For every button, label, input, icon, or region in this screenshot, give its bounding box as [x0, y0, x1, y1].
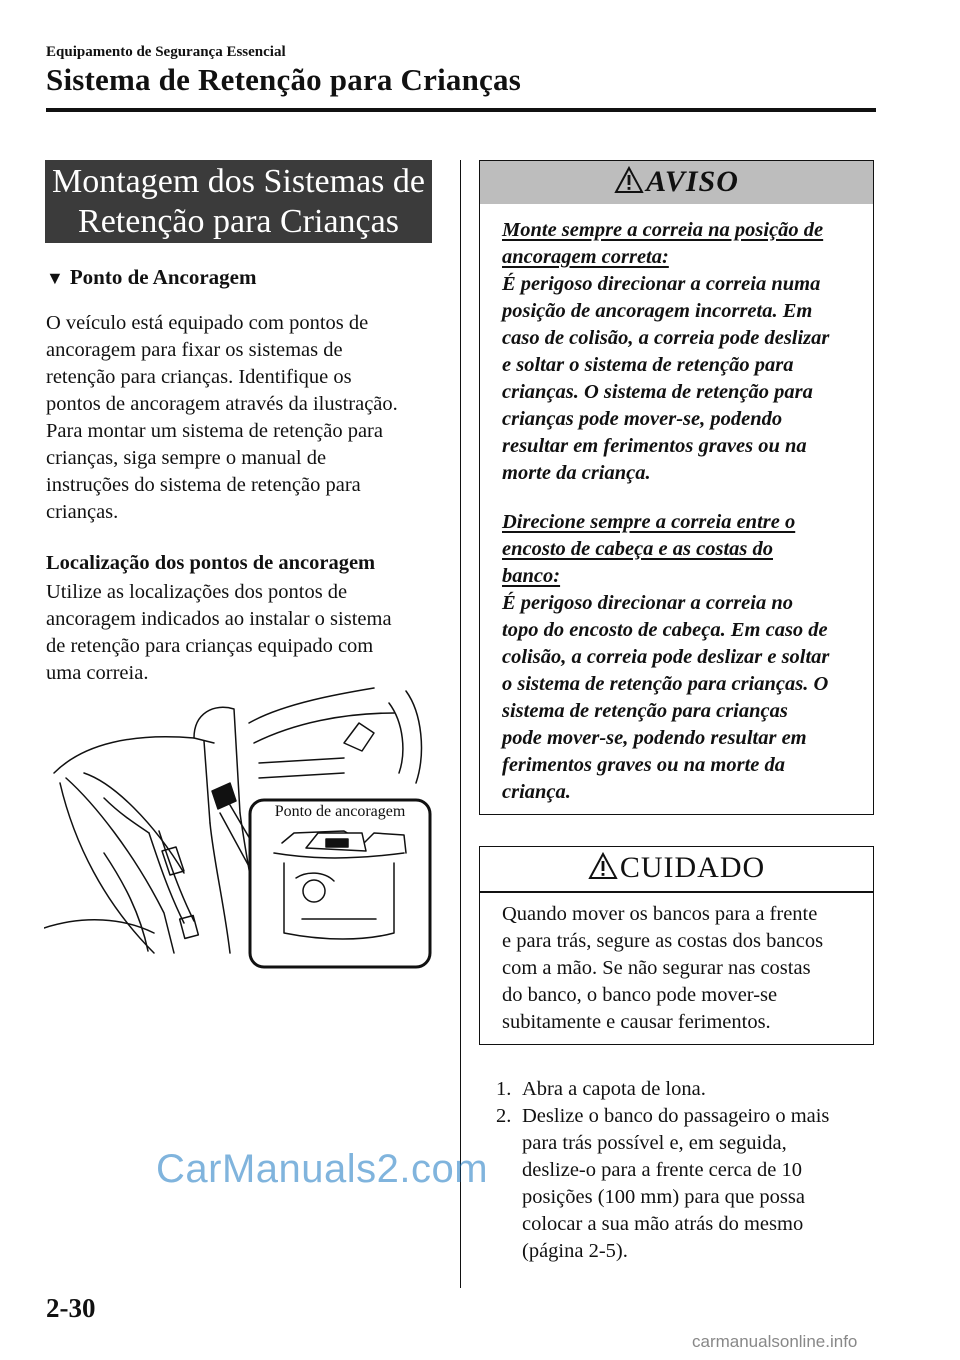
- warning-title-text: AVISO: [646, 165, 739, 198]
- text-line: crianças, siga sempre o manual de: [46, 447, 327, 469]
- text-line: caso de colisão, a correia pode deslizar: [502, 327, 830, 349]
- watermark: CarManuals2.com: [156, 1147, 489, 1191]
- text-line: instruções do sistema de retenção para: [46, 474, 361, 496]
- warning-heading-line: banco:: [502, 565, 561, 587]
- caution-box: [479, 846, 874, 1045]
- warning-title: [480, 165, 873, 199]
- section-title-box: [45, 160, 432, 243]
- text-line: sistema de retenção para crianças: [502, 700, 788, 722]
- step-number: 1.: [496, 1078, 512, 1100]
- caution-title-text: CUIDADO: [619, 851, 766, 884]
- warning-heading-line: ancoragem correta:: [502, 246, 669, 268]
- warning-heading-line: Direcione sempre a correia entre o: [502, 511, 796, 533]
- section-label: Equipamento de Segurança Essencial: [46, 44, 286, 60]
- text-line: o sistema de retenção para crianças. O: [502, 673, 829, 695]
- illustration-callout-label: Ponto de ancoragem: [274, 803, 406, 820]
- caution-text: [502, 901, 862, 1036]
- text-line: retenção para crianças. Identifique os: [46, 366, 352, 388]
- subheading-text: Ponto de Ancoragem: [69, 265, 257, 289]
- text-line: Abra a capota de lona.: [522, 1078, 706, 1100]
- warning-item-2: [502, 509, 862, 806]
- caution-rule: [480, 891, 873, 893]
- anchor-point-illustration: [44, 683, 436, 973]
- step-item: [496, 1076, 866, 1103]
- text-line: para trás possível e, em seguida,: [522, 1132, 787, 1154]
- text-line: ancoragem indicados ao instalar o sistema: [46, 608, 392, 630]
- text-line: ancoragem para fixar os sistemas de: [46, 339, 343, 361]
- text-line: subitamente e causar ferimentos.: [502, 1011, 771, 1033]
- text-line: morte da criança.: [502, 462, 651, 484]
- text-line: e para trás, segure as costas dos bancos: [502, 930, 824, 952]
- text-line: colocar a sua mão atrás do mesmo: [522, 1213, 804, 1235]
- text-line: É perigoso direcionar a correia numa: [502, 273, 821, 295]
- text-line: e soltar o sistema de retenção para: [502, 354, 794, 376]
- text-line: com a mão. Se não segurar nas costas: [502, 957, 811, 979]
- section-title-line-2: Retenção para Crianças: [78, 203, 399, 240]
- warning-heading-line: Monte sempre a correia na posição de: [502, 219, 824, 241]
- text-line: Quando mover os bancos para a frente: [502, 903, 818, 925]
- text-line: pode mover-se, podendo resultar em: [502, 727, 807, 749]
- text-line: criança.: [502, 781, 571, 803]
- text-line: É perigoso direcionar a correia no: [502, 592, 793, 614]
- text-line: colisão, a correia pode deslizar e soltar: [502, 646, 830, 668]
- subheading: [46, 265, 256, 290]
- text-line: Para montar um sistema de retenção para: [46, 420, 383, 442]
- caution-title: [480, 851, 873, 885]
- text-line: posições (100 mm) para que possa: [522, 1186, 805, 1208]
- text-line: Utilize as localizações dos pontos de: [46, 581, 348, 603]
- text-line: O veículo está equipado com pontos de: [46, 312, 369, 334]
- text-line: ferimentos graves ou na morte da: [502, 754, 786, 776]
- step-number: 2.: [496, 1105, 512, 1127]
- warning-heading-line: encosto de cabeça e as costas do: [502, 538, 773, 560]
- text-line: posição de ancoragem incorreta. Em: [502, 300, 813, 322]
- triangle-down-icon: ▼: [46, 268, 64, 288]
- text-line: de retenção para crianças equipado com: [46, 635, 374, 657]
- text-line: (página 2-5).: [522, 1240, 628, 1262]
- location-paragraph: [46, 579, 446, 687]
- steps-list: [496, 1076, 866, 1265]
- footer-watermark: carmanualsonline.info: [692, 1332, 858, 1351]
- text-line: crianças pode mover-se, podendo: [502, 408, 783, 430]
- step-item: [496, 1103, 866, 1265]
- text-line: topo do encosto de cabeça. Em caso de: [502, 619, 828, 641]
- text-line: do banco, o banco pode mover-se: [502, 984, 778, 1006]
- text-line: uma correia.: [46, 662, 149, 684]
- header-rule: [46, 108, 876, 112]
- location-heading: Localização dos pontos de ancoragem: [46, 552, 376, 574]
- text-line: crianças. O sistema de retenção para: [502, 381, 813, 403]
- column-divider: [460, 160, 461, 1288]
- text-line: deslize-o para a frente cerca de 10: [522, 1159, 802, 1181]
- warning-box: [479, 160, 874, 815]
- text-line: crianças.: [46, 501, 119, 523]
- section-title-line-1: Montagem dos Sistemas de: [51, 163, 426, 200]
- text-line: Deslize o banco do passageiro o mais: [522, 1105, 830, 1127]
- warning-header: [480, 161, 873, 204]
- page-number: 2-30: [46, 1293, 96, 1323]
- chapter-title: Sistema de Retenção para Crianças: [46, 62, 521, 97]
- text-line: resultar em ferimentos graves ou na: [502, 435, 807, 457]
- warning-triangle-icon: [588, 852, 618, 880]
- warning-triangle-icon: [614, 166, 644, 194]
- warning-item-1: [502, 217, 862, 487]
- text-line: pontos de ancoragem através da ilustração.: [46, 393, 398, 415]
- intro-paragraph: [46, 310, 446, 526]
